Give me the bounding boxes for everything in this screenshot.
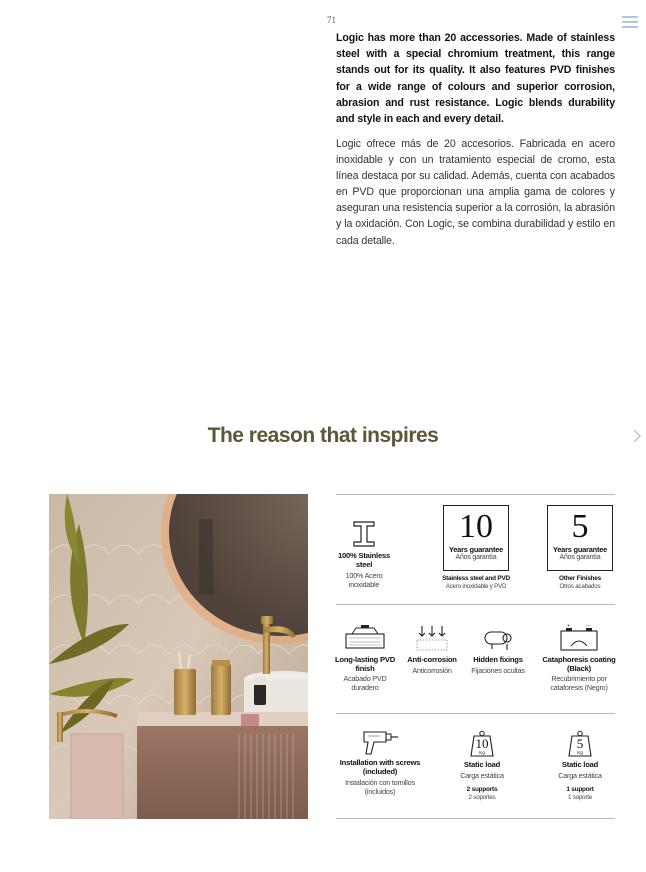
divider	[336, 494, 615, 495]
menu-icon[interactable]	[622, 16, 638, 30]
chevron-right-icon[interactable]	[630, 427, 644, 445]
guarantee-box	[443, 505, 509, 571]
feature-title: Long-lasting PVD finish	[334, 655, 396, 673]
section-title: The reason that inspires	[207, 424, 439, 447]
feature-title: Installation with screws (included)	[339, 758, 421, 776]
feature-static-load-5	[550, 730, 610, 801]
weight-unit: Kg	[479, 750, 485, 755]
svg-text:+: +	[567, 624, 570, 629]
feature-title: 100% Stainless steel	[337, 551, 391, 569]
support-count-sub: 1 soporte	[568, 793, 592, 801]
guarantee-subtitle: Años garantía	[455, 554, 497, 561]
weight-number: 5	[576, 736, 584, 751]
feature-hidden-fixings	[464, 624, 532, 675]
divider	[336, 713, 615, 714]
pvd-coating-icon	[343, 624, 387, 652]
feature-title: Static load	[561, 760, 599, 769]
feature-subtitle: 100% Acero inoxidable	[345, 571, 383, 589]
feature-subtitle: Fijaciones ocultas	[471, 665, 525, 675]
weight-icon	[567, 730, 593, 758]
feature-subtitle: Acabado PVD duradero	[343, 674, 387, 692]
feature-5-year-guarantee	[542, 505, 618, 590]
support-count: 2 supports	[466, 786, 498, 793]
feature-static-load-10	[452, 730, 512, 801]
guarantee-caption: Other Finishes	[559, 575, 601, 582]
feature-title: Anti-corrosion	[407, 655, 457, 664]
feature-installation-screws	[334, 728, 426, 796]
guarantee-box	[547, 505, 613, 571]
bathroom-photo	[49, 494, 308, 819]
feature-subtitle: Anticorrosión	[412, 665, 452, 675]
drill-icon	[360, 728, 400, 756]
weight-unit: Kg	[577, 750, 583, 755]
feature-subtitle: Carga estática	[460, 770, 504, 780]
feature-cataphoresis	[538, 624, 620, 692]
intro-text-spanish: Logic ofrece más de 20 accesorios. Fabricada en acero inoxidable y con un tratamiento especial de cromo, esta línea destaca por su calidad. Además, cuenta con acabados en PVD que proporcionan una amplia gama de colores y aseguran una resistencia superior a la corrosión, la abrasión y la oxidación. Con Logic, se combina durabilidad y estilo en cada detalle.	[336, 138, 615, 247]
hidden-fixing-icon	[480, 624, 516, 652]
feature-subtitle: Recubrimiento por cataforesis (Negro)	[550, 674, 608, 692]
divider	[336, 604, 615, 605]
guarantee-caption-sub: Acero inoxidable y PVD	[445, 582, 507, 590]
guarantee-caption-sub: Otros acabados	[559, 582, 601, 590]
guarantee-subtitle: Años garantía	[559, 554, 601, 561]
feature-title: Hidden fixings	[473, 655, 523, 664]
guarantee-years: 10	[459, 508, 493, 545]
support-count-sub: 2 soportes	[468, 793, 496, 801]
weight-icon	[469, 730, 495, 758]
feature-stainless-steel	[334, 520, 394, 589]
feature-title: Cataphoresis coating (Black)	[542, 655, 616, 673]
intro-text-english: Logic has more than 20 accessories. Made of stainless steel with a special chromium treatment, this range stands out for its quality. It also features PVD finishes for a wide range of colours and superior corrosion, abrasion and rust resistance. Logic blends durability and style in each and every detail.	[336, 32, 615, 126]
guarantee-caption: Stainless steel and PVD	[442, 575, 510, 582]
feature-anti-corrosion	[403, 624, 461, 675]
steel-beam-icon	[352, 520, 376, 548]
anti-corrosion-icon	[415, 624, 449, 652]
weight-number: 10	[475, 736, 489, 751]
feature-title: Static load	[463, 760, 501, 769]
support-count: 1 support	[566, 786, 594, 793]
feature-10-year-guarantee	[436, 505, 516, 590]
feature-subtitle: Carga estática	[558, 770, 602, 780]
guarantee-title: Years guarantee	[448, 545, 504, 554]
divider	[336, 818, 615, 819]
page-number: 71	[327, 15, 336, 25]
svg-text:–: –	[587, 624, 590, 629]
battery-coating-icon	[557, 624, 601, 652]
feature-pvd-finish	[334, 624, 396, 692]
guarantee-title: Years guarantee	[552, 545, 608, 554]
guarantee-years: 5	[571, 508, 589, 545]
feature-subtitle: Instalación con tornillos (incluidos)	[345, 778, 415, 796]
